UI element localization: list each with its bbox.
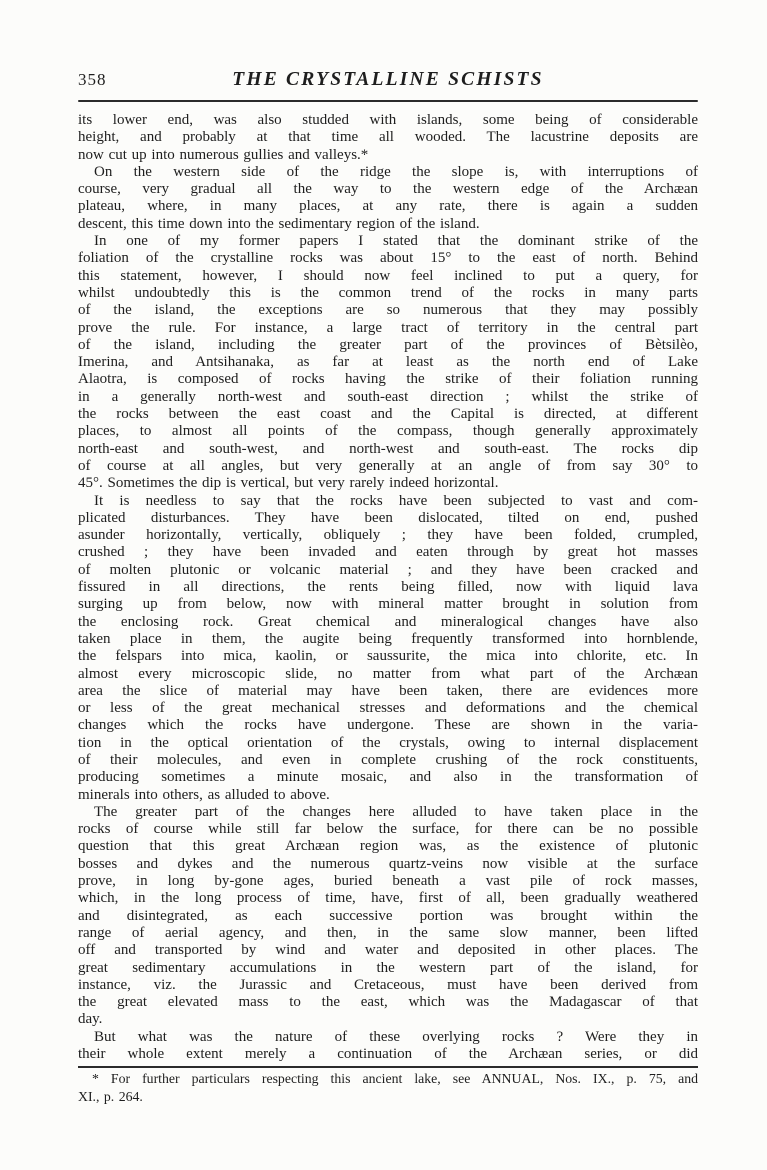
text-line: great sedimentary accumulations in the western part of the island, for: [78, 959, 698, 976]
text-line: places, to almost all points of the compass, though generally approximately: [78, 423, 698, 440]
text-line: whilst undoubtedly this is the common trend of the rocks in many parts: [78, 284, 698, 301]
text-line: foliation of the crystalline rocks was about 15° to the east of north. Behind: [78, 250, 698, 267]
text-line: minerals into others, as alluded to above.: [78, 786, 330, 803]
text-line: height, and probably at that time all wooded. The lacustrine deposits are: [78, 129, 698, 146]
body-text: [78, 112, 698, 1063]
text-line: its lower end, was also studded with islands, some being of considerable: [78, 112, 698, 128]
text-line: On the western side of the ridge the slope is, with interruptions of: [94, 163, 698, 180]
text-line: course, very gradual all the way to the western edge of the Archæan: [78, 181, 698, 198]
text-line: off and transported by wind and water and deposited in other places. The: [78, 942, 698, 959]
text-line: changes which the rocks have undergone. These are shown in the varia-: [78, 717, 698, 734]
text-line: 45°. Sometimes the dip is vertical, but very rarely indeed horizontal.: [78, 475, 499, 492]
text-line: prove the rule. For instance, a large tract of territory in the central part: [78, 319, 698, 336]
running-title: THE CRYSTALLINE SCHISTS: [232, 69, 544, 90]
text-line: tion in the optical orientation of the crystals, owing to internal displacement: [78, 734, 698, 751]
text-line: of the island, including the greater part of the provinces of Bètsilèo,: [78, 336, 698, 353]
text-line: plateau, where, in many places, at any rate, there is again a sudden: [78, 198, 698, 215]
text-line: their whole extent merely a continuation of the Archæan series, or did: [78, 1046, 698, 1063]
text-line: rocks of course while still far below the surface, for there can be no possible: [78, 821, 698, 838]
text-line: It is needless to say that the rocks have been subjected to vast and com-: [94, 492, 698, 509]
header-rule: [78, 100, 698, 102]
text-line: which, in the long process of time, have, first of all, been gradually weathered: [78, 890, 698, 907]
text-line: and disintegrated, as each successive portion was brought within the: [78, 907, 698, 924]
text-line: area the slice of material may have been taken, there are evidences more: [78, 682, 698, 699]
text-line: descent, this time down into the sedimentary region of the island.: [78, 215, 480, 232]
text-line: the enclosing rock. Great chemical and mineralogical changes have also: [78, 613, 698, 630]
text-line: taken place in them, the augite being frequently transformed into hornblende,: [78, 630, 698, 647]
text-line: Imerina, and Antsihanaka, as far at least as the north end of Lake: [78, 354, 698, 371]
text-line: range of aerial agency, and then, in the same slow manner, been lifted: [78, 924, 698, 941]
text-line: prove, in long by-gone ages, buried beneath a vast pile of rock masses,: [78, 873, 698, 890]
text-line: surging up from below, now with mineral matter brought in solution from: [78, 596, 698, 613]
page-header: [78, 64, 698, 92]
text-line: the great elevated mass to the east, which was the Madagascar of that: [78, 994, 698, 1011]
text-line: the felspars into mica, kaolin, or saussurite, the mica into chlorite, etc. In: [78, 648, 698, 665]
text-line: producing sometimes a minute mosaic, and also in the transformation of: [78, 769, 698, 786]
page-number: 358: [78, 70, 107, 89]
text-line: in a generally north-west and south-east direction ; whilst the strike of: [78, 388, 698, 405]
text-line: But what was the nature of these overlying rocks ? Were they in: [94, 1028, 698, 1045]
text-line: the rocks between the east coast and the Capital is directed, at different: [78, 406, 698, 423]
text-line: fissured in all directions, the rents being filled, now with liquid lava: [78, 579, 698, 596]
footnote: [78, 1070, 698, 1105]
text-line: The greater part of the changes here alluded to have taken place in the: [94, 803, 698, 820]
text-line: almost every microscopic slide, no matter from what part of the Archæan: [78, 665, 698, 682]
text-line: Alaotra, is composed of rocks having the strike of their foliation running: [78, 371, 698, 388]
text-line: of their molecules, and even in complete crushing of the rock constituents,: [78, 751, 698, 768]
text-line: now cut up into numerous gullies and valleys.*: [78, 146, 369, 163]
text-line: of course at all angles, but very generally at an angle of from say 30° to: [78, 457, 698, 474]
text-line: bosses and dykes and the numerous quartz-veins now visible at the surface: [78, 855, 698, 872]
text-line: day.: [78, 1011, 103, 1028]
text-line: north-east and south-west, and north-west and south-east. The rocks dip: [78, 440, 698, 457]
text-line: instance, viz. the Jurassic and Cretaceous, must have been derived from: [78, 976, 698, 993]
text-line: question that this great Archæan region was, as the existence of plutonic: [78, 838, 698, 855]
text-line: asunder horizontally, vertically, obliquely ; they have been folded, crumpled,: [78, 527, 698, 544]
text-line: or less of the great mechanical stresses and deformations and the chemical: [78, 700, 698, 717]
text-line: this statement, however, I should now feel inclined to put a query, for: [78, 267, 698, 284]
text-line: XI., p. 264.: [78, 1088, 143, 1104]
text-line: crushed ; they have been invaded and eaten through by great hot masses: [78, 544, 698, 561]
text-line: In one of my former papers I stated that the dominant strike of the: [94, 233, 698, 250]
text-line: of the island, the exceptions are so numerous that they may possibly: [78, 302, 698, 319]
text-line: of molten plutonic or volcanic material ; and they have been cracked and: [78, 561, 698, 578]
text-line: * For further particulars respecting this ancient lake, see ANNUAL, Nos. IX., p. 75, and: [92, 1071, 698, 1086]
footnote-rule: [78, 1066, 698, 1068]
text-line: plicated disturbances. They have been dislocated, tilted on end, pushed: [78, 509, 698, 526]
